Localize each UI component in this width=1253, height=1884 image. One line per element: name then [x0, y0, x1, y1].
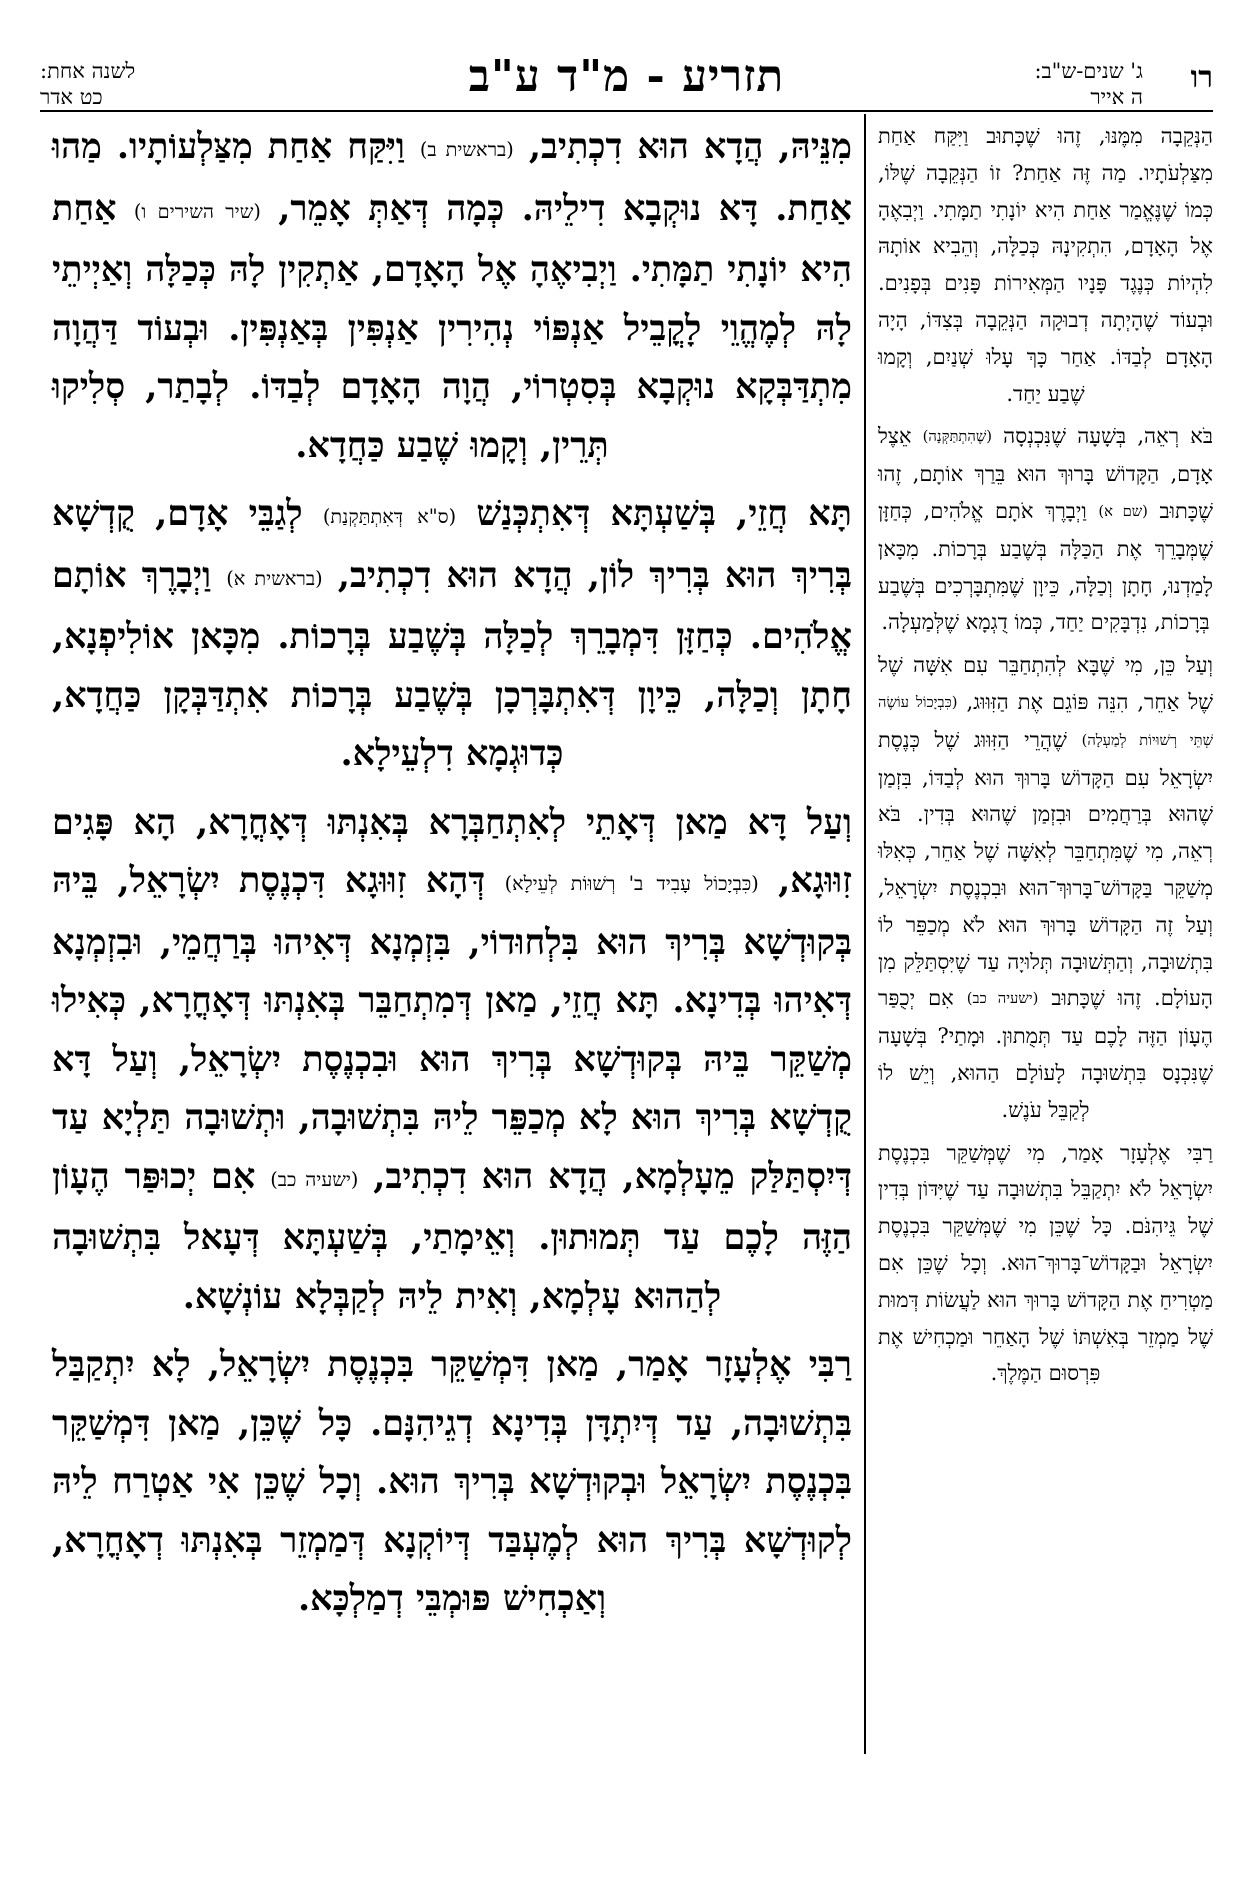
- main-paragraph-1: [52, 118, 852, 475]
- main-paragraph-4: רַבִּי אֶלְעָזָר אָמַר, מַאן דִּמְשַׁקֵּר בִּכְנֶסֶת יִשְׂרָאֵל, לָא יִתְקַבַּל בִּתְשׁוּבָה, עַד דְּיִתְדָּן בְּדִינָא דְגֵיהִנָּם. כָּל שֶׁכֵּן, מַאן דִּמְשַׁקֵּר בִּכְנֶסֶת יִשְׂרָאֵל וּבְקוּדְשָׁא בְּרִיךְ הוּא. וְכָל שֶׁכֵּן אִי אַטְרַח לֵיהּ לְקוּדְשָׁא בְּרִיךְ הוּא לְמֶעְבַּד דְּיוֹקְנָא דְּמַמְזֵר בְּאִנְתּוּ דְאָחֳרָא, וְאַכְחִישׁ פּוּמְבֵּי דְמַלְכָּא.: [52, 1344, 852, 1619]
- source-reference: (שֶׁהִתְתַּקְּנָה): [922, 428, 992, 446]
- text-run: וַיְבָרֶךְ אוֹתָם אֱלֹהִים. כְּחַזָּן דִּמְבָרֵךְ לְכַלָּה בְּשֶׁבַע בְּרָכוֹת. מִכָּאן אוֹלִיפְנָא, חָתָן וְכַלָּה, כֵּיוָן דְּאִתְבָּרְכָן בְּשֶׁבַע בְּרָכוֹת אִתְדַּבְּקָן כַּחֲדָא, כְּדוּגְמָא דִלְעֵילָא.: [52, 554, 852, 774]
- date-three-years-value: ה אייר: [1090, 85, 1143, 109]
- text-run: לְגַבֵּי אָדָם, קֻדְשָׁא בְּרִיךְ הוּא בְּרִיךְ לוֹן, הֲדָא הוּא דִכְתִיב,: [52, 493, 852, 596]
- text-run: אִם יְכֻפַּר הֶעָוֹן הַזֶּה לָכֶם עַד תְּמֻתוּן. וּמָתַי? בְּשָׁעָה שֶׁנִּכְנָס בִּתְשׁוּבָה לָעוֹלָם הַהוּא, וְיֵשׁ לוֹ לְקַבֵּל עֹנֶשׁ.: [878, 986, 1213, 1122]
- source-reference: (ישעיה כב): [966, 990, 1039, 1008]
- text-run: אֵצֶל אָדָם, הַקָּדוֹשׁ בָּרוּךְ הוּא בֵּרַךְ אוֹתָם, זֶהוּ שֶׁכָּתוּב: [878, 424, 1213, 523]
- main-paragraph-3: [52, 794, 852, 1327]
- side-paragraph-3: [878, 647, 1213, 1128]
- side-paragraph-1: הַנְּקֵבָה מִמֶּנּוּ, זֶהוּ שֶׁכָּתוּב וַיִּקַּח אַחַת מִצַּלְעֹתָיו. מַה זֶּה אַחַת? זוֹ הַנְּקֵבָה שֶׁלּוֹ, כְּמוֹ שֶׁנֶּאֱמַר אַחַת הִיא יוֹנָתִי תַמָּתִי. וַיְבִאֶהָ אֶל הָאָדָם, הִתְקִינָהּ כְּכַלָּה, וְהֵבִיא אוֹתָהּ לִהְיוֹת כְּנֶגֶד פָּנָיו הַמְּאִירוֹת פָּנִים בְּפָנִים. וּבְעוֹד שֶׁהָיְתָה דְבוּקָה הַנְּקֵבָה בְּצִדּוֹ, הָיָה הָאָדָם לְבַדּוֹ. אַחַר כָּךְ עָלוּ שְׁנַיִם, וְקָמוּ שֶׁבַע יַחַד.: [878, 124, 1213, 406]
- main-column-aramaic: [52, 118, 852, 1639]
- page-number: רו: [1190, 60, 1213, 95]
- date-three-years-label: ג' שנים-ש"ב:: [1034, 59, 1143, 83]
- source-reference: (ס"א דְּאִתְתַּקְנַת): [322, 505, 457, 528]
- side-paragraph-2: [878, 418, 1213, 641]
- text-run: מִנֵּיהּ, הֲדָא הוּא דִכְתִיב,: [513, 126, 853, 167]
- text-run: וְעַל דָּא מַאן דְּאָתֵי לְאִתְחַבְּרָא בְּאִנְתּוּ דְּאָחֳרָא, הָא פָּגִים זִוּוּגָא,: [52, 801, 852, 901]
- page-title: תזריע - מ"ד ע"ב: [468, 51, 785, 102]
- source-reference: (שם א): [1098, 502, 1148, 520]
- date-one-year-value: כט אדר: [40, 85, 103, 109]
- page-header: [40, 50, 1213, 109]
- source-reference: (כִּבְיָכוֹל עוֹשֶׂה שְׁתֵּי רְשׁוּיוֹת לְמַעְלָה): [878, 693, 1213, 749]
- side-column-translation: [878, 118, 1213, 1398]
- text-run: אִם יְכוּפַּר הֶעָוֹן הַזֶּה לָכֶם עַד תְּמוּתוּן. וְאֵימָתַי, בְּשַׁעְתָּא דְּעָאל בִּתְשׁוּבָה לְהַהוּא עָלְמָא, וְאִית לֵיהּ לְקַבְּלָא עוֹנְשָׁא.: [52, 1155, 852, 1317]
- source-reference: (בראשית א): [226, 566, 323, 590]
- text-run: בֹּא רְאֵה, בְּשָׁעָה שֶׁנִּכְנְסָה: [991, 424, 1213, 449]
- text-run: וְעַל כֵּן, מִי שֶׁבָּא לְהִתְחַבֵּר עִם אִשָּׁה שֶׁל שֶׁל אַחֵר, הִנֵּה פּוֹגֵם אֶת הַזִּוּוּג,: [878, 653, 1214, 714]
- header-rule: [40, 110, 1213, 112]
- main-paragraph-2: [52, 485, 852, 784]
- text-run: אַחַת הִיא יוֹנָתִי תַמָּתִי. וַיְבִיאֶהָ אֶל הָאָדָם, אַתְקִין לָהּ כְּכַלָּה וְאַיְיתֵי לָהּ לְמֶהֱוֵי לָקֳבֵיל אַנְפּוֹי נְהִירִין אַנְפִּין בְּאַנְפִּין. וּבְעוֹד דַּהֲוָה מִתְדַּבְּקָא נוּקְבָא בְּסִטְרוֹי, הֲוָה הָאָדָם לְבַדּוֹ. לְבָתַר, סְלִיקוּ תְּרֵין, וְקָמוּ שֶׁבַע כַּחֲדָא.: [52, 187, 852, 466]
- text-run: וַיִּקַּח אַחַת מִצַּלְעוֹתָיו. מַהוּ אַחַת. דָּא נוּקְבָא דִילֵיהּ. כְּמָה דְּאַתְּ אָמֵר,: [52, 126, 852, 229]
- source-reference: (בראשית ב): [419, 138, 514, 161]
- text-run: דְּהָא זִוּוּגָא דִּכְנֶסֶת יִשְׂרָאֵל, בֵּיהּ בְּקוּדְשָׁא בְּרִיךְ הוּא בִּלְחוּדוֹי, בִּזְמְנָא דְּאִיהוּ בְּרַחֲמֵי, וּבִזְמְנָא דְּאִיהוּ בְּדִינָא. תָּא חֲזֵי, מַאן דְּמִתְחַבֵּר בְּאִנְתּוּ דְּאָחֳרָא, כְּאִילוּ מְשַׁקֵּר בֵּיהּ בְּקוּדְשָׁא בְּרִיךְ הוּא וּבִכְנֶסֶת יִשְׂרָאֵל, וְעַל דָּא קֻדְשָׁא בְּרִיךְ הוּא לָא מְכַפֵּר לֵיהּ בִּתְשׁוּבָה, וּתְשׁוּבָה תַּלְיָא עַד דְּיִסְתַּלַּק מֵעָלְמָא, הֲדָא הוּא דִכְתִיב,: [52, 860, 852, 1197]
- source-reference: (כִּבְיָכוֹל עָבִיד ב' רְשׁוּוֹת לְעֵילָא): [504, 872, 759, 895]
- side-paragraph-4: רַבִּי אֶלְעָזָר אָמַר, מִי שֶׁמְּשַׁקֵּר בִּכְנֶסֶת יִשְׂרָאֵל לֹא יִתְקַבֵּל בִּתְשׁוּבָה עַד שֶׁיִּדּוֹן בְּדִין שֶׁל גֵּיהִנֹּם. כָּל שֶׁכֵּן מִי שֶׁמְּשַׁקֵּר בִּכְנֶסֶת יִשְׂרָאֵל וּבַקָּדוֹשׁ־בָּרוּךְ־הוּא. וְכָל שֶׁכֵּן אִם מַטְרִיחַ אֶת הַקָּדוֹשׁ בָּרוּךְ הוּא לַעֲשׂוֹת דְּמוּת שֶׁל מַמְזֵר בְּאִשְׁתּוֹ שֶׁל הָאַחֵר וּמַכְחִישׁ אֶת פִּרְסוּם הַמֶּלֶךְ.: [878, 1140, 1213, 1386]
- column-divider: [864, 114, 866, 1754]
- date-three-years: [943, 58, 1143, 110]
- source-reference: (שיר השירים ו): [133, 199, 261, 223]
- date-one-year-label: לשנה אחת:: [40, 59, 136, 83]
- text-run: וַיְבָרֶךְ אֹתָם אֱלֹהִים, כְּחַזָּן שֶׁמְּבָרֵךְ אֶת הַכַּלָּה בְּשֶׁבַע בְּרָכוֹת. מִכָּאן לָמַדְנוּ, חָתָן וְכַלָּה, כֵּיוָן שֶׁמִּתְבָּרְכִים בְּשֶׁבַע בְּרָכוֹת, נִדְבָּקִים יַחַד, כְּמוֹ דֻגְמָא שֶׁלְּמַעְלָה.: [878, 498, 1213, 635]
- text-run: תָּא חֲזֵי, בְּשַׁעְתָּא דְּאִתְכְּנַשׁ: [456, 493, 852, 534]
- source-reference: (ישעיה כב): [270, 1167, 359, 1191]
- text-run: שֶׁהֲרֵי הַזִּוּוּג שֶׁל כְּנֶסֶת יִשְׂרָאֵל עִם הַקָּדוֹשׁ בָּרוּךְ הוּא לְבַדּוֹ, בִּזְמַן שֶׁהוּא בְּרַחֲמִים וּבִזְמַן שֶׁהוּא בְּדִין. בֹּא רְאֵה, מִי שֶׁמִּתְחַבֵּר לְאִשָּׁה שֶׁל אַחֵר, כְּאִלּוּ מְשַׁקֵּר בַּקָּדוֹשׁ־בָּרוּךְ־הוּא וּבִכְנֶסֶת יִשְׂרָאֵל, וְעַל זֶה הַקָּדוֹשׁ בָּרוּךְ הוּא לֹא מְכַפֵּר לוֹ בִּתְשׁוּבָה, וְהַתְּשׁוּבָה תְּלוּיָה עַד שֶׁיִּסְתַּלֵּק מִן הָעוֹלָם. זֶהוּ שֶׁכָּתוּב: [878, 727, 1213, 1011]
